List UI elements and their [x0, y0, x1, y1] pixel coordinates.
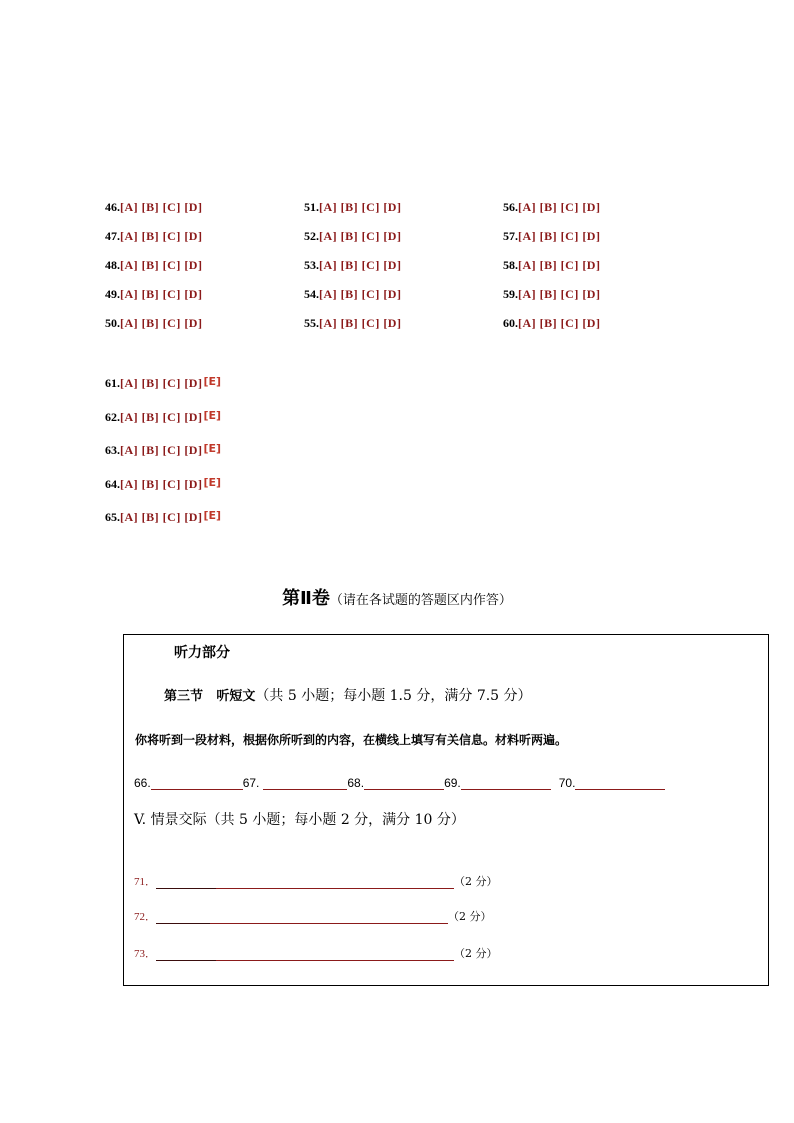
- mc-row: [304, 256, 401, 285]
- blank-line-68[interactable]: [364, 775, 444, 790]
- mc-row: [503, 256, 600, 285]
- mc-column-3: [503, 198, 600, 343]
- answer-row-71: [134, 873, 498, 889]
- mc-row: [105, 256, 202, 285]
- question-number: 56.: [503, 200, 518, 214]
- question-number: 55.: [304, 316, 319, 330]
- blank-line-69[interactable]: [461, 775, 551, 790]
- question-number: 58.: [503, 258, 518, 272]
- answer-line-short[interactable]: [156, 876, 216, 889]
- mc-row: [105, 227, 202, 256]
- mc-row: [503, 285, 600, 314]
- question-number: 51.: [304, 200, 319, 214]
- mc-row: [304, 285, 401, 314]
- mc-row: [105, 285, 202, 314]
- question-number: 50.: [105, 316, 120, 330]
- question-number: 65.: [105, 510, 120, 524]
- answer-number: 71．: [134, 876, 156, 888]
- mc-row: [105, 475, 221, 509]
- mc-row: [105, 314, 202, 343]
- answer-options[interactable]: [A] [B] [C] [D]: [518, 229, 601, 243]
- blank-line-66[interactable]: [151, 775, 243, 790]
- answer-line-long[interactable]: [216, 876, 454, 889]
- mc-row: [105, 508, 221, 542]
- question-number: 59.: [503, 287, 518, 301]
- question-number: 48.: [105, 258, 120, 272]
- answer-options[interactable]: [A] [B] [C] [D]: [319, 200, 402, 214]
- question-number: 49.: [105, 287, 120, 301]
- answer-options[interactable]: [A] [B] [C] [D]: [120, 443, 203, 457]
- answer-options[interactable]: [A] [B] [C] [D]: [120, 229, 203, 243]
- blank-line-70[interactable]: [575, 775, 665, 790]
- blank-label-66: 66.: [134, 776, 151, 790]
- question-number: 60.: [503, 316, 518, 330]
- question-number: 46.: [105, 200, 120, 214]
- answer-option-e[interactable]: [E]: [203, 375, 222, 388]
- mc-row: [503, 198, 600, 227]
- answer-option-e[interactable]: [E]: [203, 475, 222, 489]
- question-number: 61.: [105, 376, 120, 390]
- answer-option-e[interactable]: [E]: [203, 442, 222, 455]
- blank-label-68: 68.: [347, 776, 365, 790]
- section5-header: V. 情景交际（共 5 小题；每小题 2 分，满分 10 分）: [134, 812, 465, 828]
- answer-options[interactable]: [A] [B] [C] [D]: [518, 258, 601, 272]
- answer-row-73: [134, 945, 498, 961]
- section3-note: （共 5 小题；每小题 1.5 分，满分 7.5 分）: [255, 688, 532, 704]
- mc-row: [503, 227, 600, 256]
- answer-line-short[interactable]: [156, 948, 216, 961]
- answer-options[interactable]: [A] [B] [C] [D]: [319, 258, 402, 272]
- answer-options[interactable]: [A] [B] [C] [D]: [120, 510, 203, 524]
- question-number: 62.: [105, 409, 120, 424]
- mc-column-2: [304, 198, 401, 343]
- mc-row: [105, 441, 221, 475]
- answer-options[interactable]: [A] [B] [C] [D]: [120, 316, 203, 330]
- mc-row: [304, 314, 401, 343]
- answer-points: （2 分）: [454, 875, 498, 888]
- answer-points: （2 分）: [448, 910, 492, 923]
- answer-options[interactable]: [A] [B] [C] [D]: [120, 287, 203, 301]
- answer-options[interactable]: [A] [B] [C] [D]: [120, 200, 203, 214]
- instruction-text: 你将听到一段材料，根据你所听到的内容，在横线上填写有关信息。材料听两遍。: [135, 733, 568, 747]
- question-number: 52.: [304, 229, 319, 243]
- answer-number: 73．: [134, 948, 156, 960]
- section3-label: 第三节: [164, 689, 204, 704]
- answer-options[interactable]: [A] [B] [C] [D]: [120, 258, 203, 272]
- question-number: 54.: [304, 287, 319, 301]
- mc-row: [105, 198, 202, 227]
- mc-row: [105, 374, 221, 408]
- section-title-main: 第Ⅱ卷: [282, 588, 330, 609]
- answer-row-72: [134, 908, 492, 924]
- blank-label-67: 67.: [242, 776, 260, 790]
- answer-options[interactable]: [A] [B] [C] [D]: [120, 376, 203, 390]
- answer-options[interactable]: [A] [B] [C] [D]: [120, 409, 203, 424]
- mc-row: [304, 198, 401, 227]
- fill-blanks-row: [134, 775, 665, 790]
- mc-row: [105, 408, 221, 442]
- section-title-sub: （请在各试题的答题区内作答）: [329, 593, 512, 608]
- question-number: 57.: [503, 229, 518, 243]
- box-heading: 听力部分: [174, 645, 230, 661]
- answer-options[interactable]: [A] [B] [C] [D]: [518, 200, 601, 214]
- answer-points: （2 分）: [454, 947, 498, 960]
- answer-option-e[interactable]: [E]: [203, 408, 222, 422]
- section3-header: [164, 685, 532, 705]
- answer-box: [123, 634, 769, 986]
- blank-label-70: 70.: [558, 776, 576, 790]
- blank-line-67[interactable]: [263, 775, 347, 790]
- mc-row: [503, 314, 600, 343]
- mc-column-1: [105, 198, 202, 343]
- answer-options[interactable]: [A] [B] [C] [D]: [319, 316, 402, 330]
- answer-line-long[interactable]: [216, 948, 454, 961]
- question-number: 53.: [304, 258, 319, 272]
- question-number: 64.: [105, 476, 120, 491]
- answer-options[interactable]: [A] [B] [C] [D]: [120, 476, 203, 491]
- mc-block-2: [105, 374, 221, 542]
- answer-options[interactable]: [A] [B] [C] [D]: [518, 287, 601, 301]
- answer-options[interactable]: [A] [B] [C] [D]: [319, 229, 402, 243]
- answer-line-long[interactable]: [210, 911, 448, 924]
- section-title: [0, 584, 794, 610]
- question-number: 47.: [105, 229, 120, 243]
- answer-options[interactable]: [A] [B] [C] [D]: [518, 316, 601, 330]
- answer-option-e[interactable]: [E]: [203, 509, 222, 522]
- blank-label-69: 69.: [444, 776, 461, 790]
- answer-number: 72．: [134, 911, 156, 923]
- question-number: 63.: [105, 443, 120, 457]
- mc-row: [304, 227, 401, 256]
- answer-options[interactable]: [A] [B] [C] [D]: [319, 287, 402, 301]
- section3-title: 听短文: [216, 689, 256, 704]
- answer-line-short[interactable]: [156, 911, 210, 924]
